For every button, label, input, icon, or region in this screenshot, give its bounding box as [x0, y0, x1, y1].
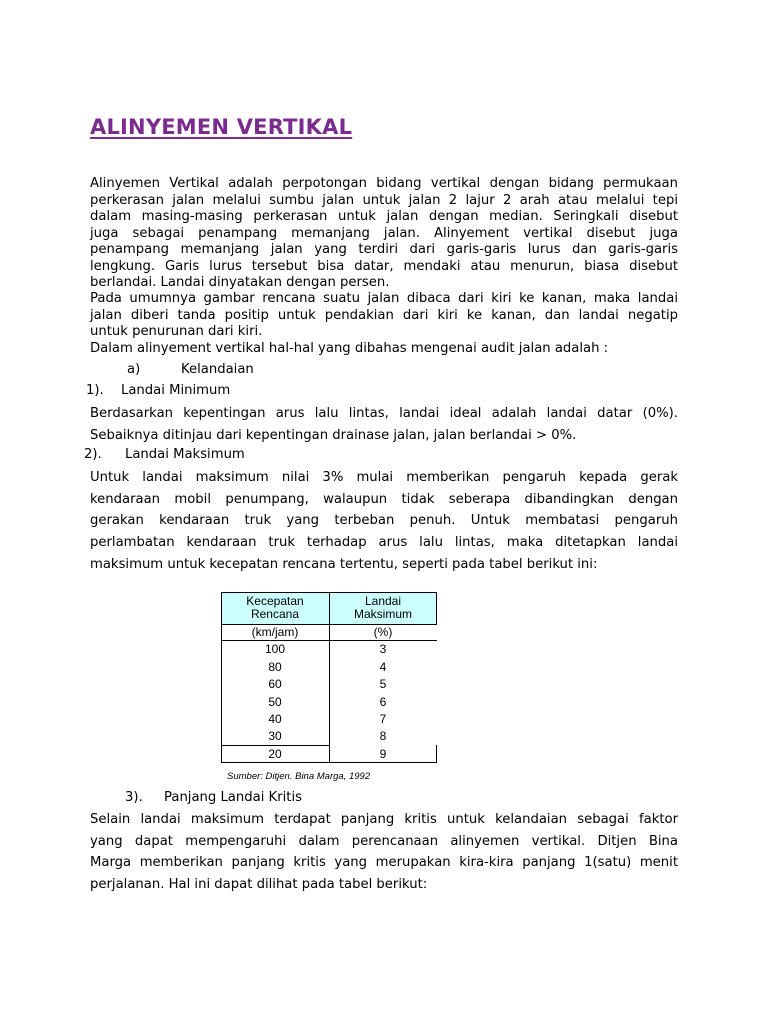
text-line: maksimum untuk kecepatan rencana tertentu, seperti pada tabel berikut ini:: [90, 556, 598, 572]
intro-paragraph: [90, 176, 678, 292]
text-line: Selain landai maksimum terdapat panjang kritis untuk kelandaian sebagai faktor: [90, 812, 678, 827]
header-grade-line2: Maksimum: [353, 607, 412, 621]
text-line: gerakan kendaraan truk yang terbeban penuh. Untuk membatasi pengaruh: [90, 513, 678, 529]
text-line: jalan diberi tanda positip untuk pendakian dari kiri ke kanan, dan landai negatip: [90, 307, 678, 323]
section-1-paragraph: [90, 403, 678, 446]
text-line: kendaraan mobil penumpang, walaupun tidak seberapa dibandingkan dengan: [90, 491, 678, 507]
section-2-paragraph: [90, 467, 678, 576]
table-border: [436, 745, 437, 763]
unit-speed: (km/jam): [251, 625, 299, 639]
table-cell-grade: 3: [379, 642, 387, 656]
text-line: Marga memberikan panjang kritis yang merupakan kira-kira panjang 1(satu) menit: [90, 855, 678, 871]
table-border: [329, 592, 330, 763]
table-cell-grade: 8: [379, 729, 387, 743]
table-cell-speed: 40: [268, 712, 282, 726]
table-cell-grade: 4: [379, 660, 387, 674]
text-line: Untuk landai maksimum nilai 3% mulai memberikan pengaruh kepada gerak: [90, 470, 678, 485]
page-title: ALINYEMEN VERTIKAL: [90, 115, 353, 139]
table-cell-speed: 100: [264, 642, 286, 656]
text-line: Alinyemen Vertikal adalah perpotongan bidang vertikal dengan bidang permukaan: [90, 176, 678, 191]
table-cell-speed: 60: [268, 677, 282, 691]
header-speed-line1: Kecepatan: [246, 594, 304, 608]
table-source: Sumber: Ditjen. Bina Marga, 1992: [227, 771, 371, 782]
text-line: berlandai. Landai dinyatakan dengan persen.: [90, 275, 390, 290]
unit-grade: (%): [373, 625, 393, 639]
text-line: dalam masing-masing perkerasan untuk jalan dengan median. Seringkali disebut: [90, 209, 678, 224]
section-1-number: 1).: [86, 383, 104, 398]
table-cell-speed: 30: [268, 729, 282, 743]
section-2-number: 2).: [84, 447, 102, 462]
text-line: perlambatan kendaraan truk terhadap arus lalu lintas, maka ditetapkan landai: [90, 535, 678, 551]
header-grade-line1: Landai: [364, 594, 402, 608]
text-line: perjalanan. Hal ini dapat dilihat pada tabel berikut:: [90, 877, 428, 893]
text-line: lengkung. Garis lurus tersebut bisa datar, mendaki atau menurun, biasa disebut: [90, 258, 678, 274]
table-border: [436, 592, 437, 624]
gradient-table: [221, 592, 437, 764]
audit-line: Dalam alinyement vertikal hal-hal yang dibahas mengenai audit jalan adalah :: [90, 341, 609, 356]
text-line: Berdasarkan kepentingan arus lalu lintas, landai ideal adalah landai datar (0%).: [90, 406, 678, 421]
section-a-label: Kelandaian: [181, 362, 254, 377]
header-speed-line2: Rencana: [250, 607, 300, 621]
section-a-number: a): [127, 362, 141, 377]
table-rule: [221, 745, 329, 746]
table-cell-speed: 80: [268, 660, 282, 674]
table-cell-grade: 9: [379, 747, 387, 761]
text-line: yang dapat mempengaruhi dalam perencanaan alinyemen vertikal. Ditjen Bina: [90, 833, 678, 849]
text-line: untuk penurunan dari kiri.: [90, 324, 263, 339]
section-3-label: Panjang Landai Kritis: [164, 790, 302, 805]
section-3-number: 3).: [125, 790, 143, 805]
text-line: Pada umumnya gambar rencana suatu jalan dibaca dari kiri ke kanan, maka landai: [90, 291, 678, 306]
table-border: [221, 592, 222, 763]
section-1-label: Landai Minimum: [121, 383, 231, 398]
text-line: juga sebagai penampang memanjang jalan. Alinyement vertikal disebut juga: [90, 225, 678, 241]
table-cell-grade: 5: [379, 677, 387, 691]
table-cell-grade: 6: [379, 695, 387, 709]
section-3-paragraph: [90, 809, 678, 896]
table-cell-speed: 50: [268, 695, 282, 709]
table-cell-speed: 20: [268, 747, 282, 761]
text-line: perkerasan jalan melalui sumbu jalan untuk jalan 2 lajur 2 arah atau melalui tepi: [90, 192, 678, 208]
text-line: Sebaiknya ditinjau dari kepentingan drainase jalan, jalan berlandai > 0%.: [90, 427, 577, 443]
table-cell-grade: 7: [379, 712, 387, 726]
section-2-label: Landai Maksimum: [125, 447, 245, 462]
text-line: penampang memanjang jalan yang terdiri dari garis-garis lurus dan garis-garis: [90, 242, 678, 257]
direction-paragraph: [90, 291, 678, 341]
